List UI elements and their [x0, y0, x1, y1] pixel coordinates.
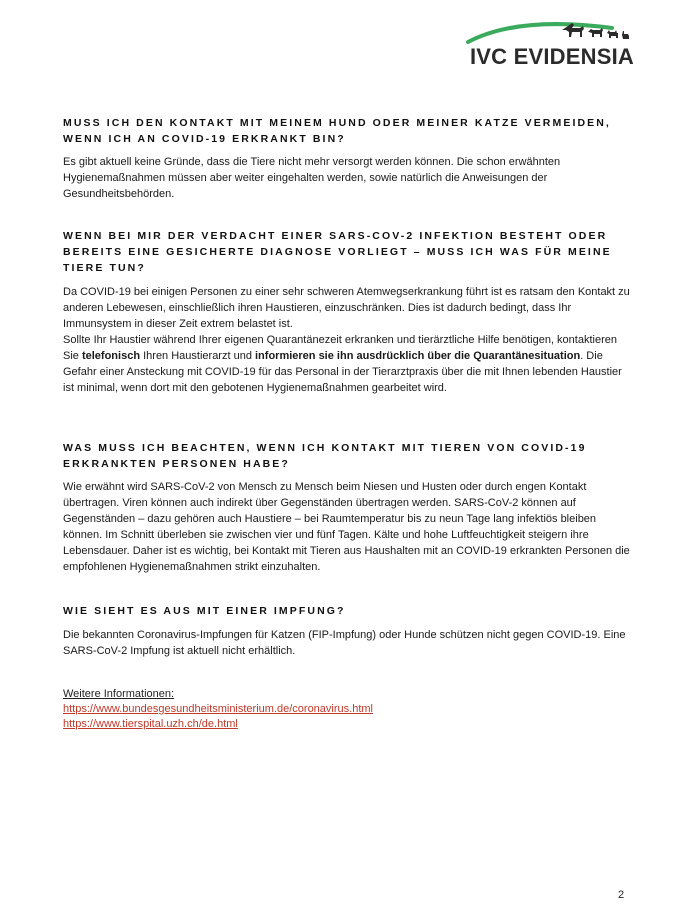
paragraph: Da COVID-19 bei einigen Personen zu einer sehr schweren Atemwegserkrankung führt ist es ratsam den Kontakt zu anderen Lebewesen, einschließlich ihren Haustieren, einzuschränken. Dies ist dadurch bedingt, dass Ihr Immunsystem in dieser Zeit extrem belastet ist. — [63, 286, 630, 330]
text-run: . Die Gefahr einer Ansteckung mit COVID-19 für das Personal in der Tierarztpraxis über die mit Ihnen lebenden Haustier ist minimal, wenn dort mit den gebotenen Hygienemaßnahmen gearbeitet wird. — [63, 350, 622, 394]
more-information — [63, 687, 563, 732]
section-body — [63, 479, 633, 575]
faq-section-contact — [63, 115, 633, 202]
text-run: Ihren Haustierarzt und — [140, 350, 255, 362]
faq-section-vaccination — [63, 603, 633, 659]
faq-section-contact-with-animals — [63, 440, 633, 575]
page-number: 2 — [618, 889, 625, 901]
section-body — [63, 627, 633, 659]
faq-section-suspicion — [63, 228, 633, 396]
link-bundesgesundheitsministerium[interactable]: https://www.bundesgesundheitsministerium.de/coronavirus.html — [63, 703, 373, 715]
section-heading: WENN BEI MIR DER VERDACHT EINER SARS-COV-2 INFEKTION BESTEHT ODER BEREITS EINE GESICHERTE DIAGNOSE VORLIEGT – MUSS ICH WAS FÜR MEINE TIERE TUN? — [63, 230, 612, 274]
logo-wordmark: IVC EVIDENSIA — [470, 44, 634, 69]
ivc-evidensia-logo — [462, 18, 642, 74]
bold-text: telefonisch — [81, 350, 141, 362]
section-heading: WIE SIEHT ES AUS MIT EINER IMPFUNG? — [63, 605, 346, 617]
paragraph: Die bekannten Coronavirus-Impfungen für Katzen (FIP-Impfung) oder Hunde schützen nicht gegen COVID-19. Eine SARS-CoV-2 Impfung ist aktuell nicht erhältlich. — [63, 629, 626, 657]
paragraph — [63, 332, 633, 396]
section-body — [63, 284, 633, 396]
paragraph: Es gibt aktuell keine Gründe, dass die Tiere nicht mehr versorgt werden können. Die schon erwähnten Hygienemaßnahmen müssen aber weiter eingehalten werden, sowie natürlich die Anweisungen der Gesundheitsbehörden. — [63, 156, 561, 200]
more-information-title: Weitere Informationen: — [63, 688, 175, 700]
link-tierspital-uzh[interactable]: https://www.tierspital.uzh.ch/de.html — [63, 718, 238, 730]
bold-text: informieren sie ihn ausdrücklich über die Quarantänesituation — [255, 350, 581, 362]
paragraph: Wie erwähnt wird SARS-CoV-2 von Mensch zu Mensch beim Niesen und Husten oder durch engen Kontakt übertragen. Viren können auch indirekt über Gegenständen übertragen werden. SARS-CoV-2 können auf Gegenständen – dazu gehören auch Haustiere – bei Raumtemperatur bis zu neun Tage lang infektiös bleiben können. Im Schnitt überleben sie zwischen vier und fünf Tagen. Kälte und hohe Luftfeuchtigkeit steigern ihre Lebensdauer. Daher ist es wichtig, bei Kontakt mit Tieren aus Haushalten mit an COVID-19 erkrankten Personen die empfohlenen Hygienemaßnahmen strikt einzuhalten. — [63, 481, 630, 573]
text-run: Sollte Ihr Haustier während Ihrer eigenen Quarantänezeit erkranken und tierärztliche Hilfe benötigen, kontaktieren Sie — [63, 334, 617, 362]
section-heading: WAS MUSS ICH BEACHTEN, WENN ICH KONTAKT MIT TIEREN VON COVID-19 ERKRANKTEN PERSONEN HABE? — [63, 442, 587, 470]
section-heading: MUSS ICH DEN KONTAKT MIT MEINEM HUND ODER MEINER KATZE VERMEIDEN, WENN ICH AN COVID-19 ERKRANKT BIN? — [63, 117, 611, 145]
section-body — [63, 154, 633, 202]
